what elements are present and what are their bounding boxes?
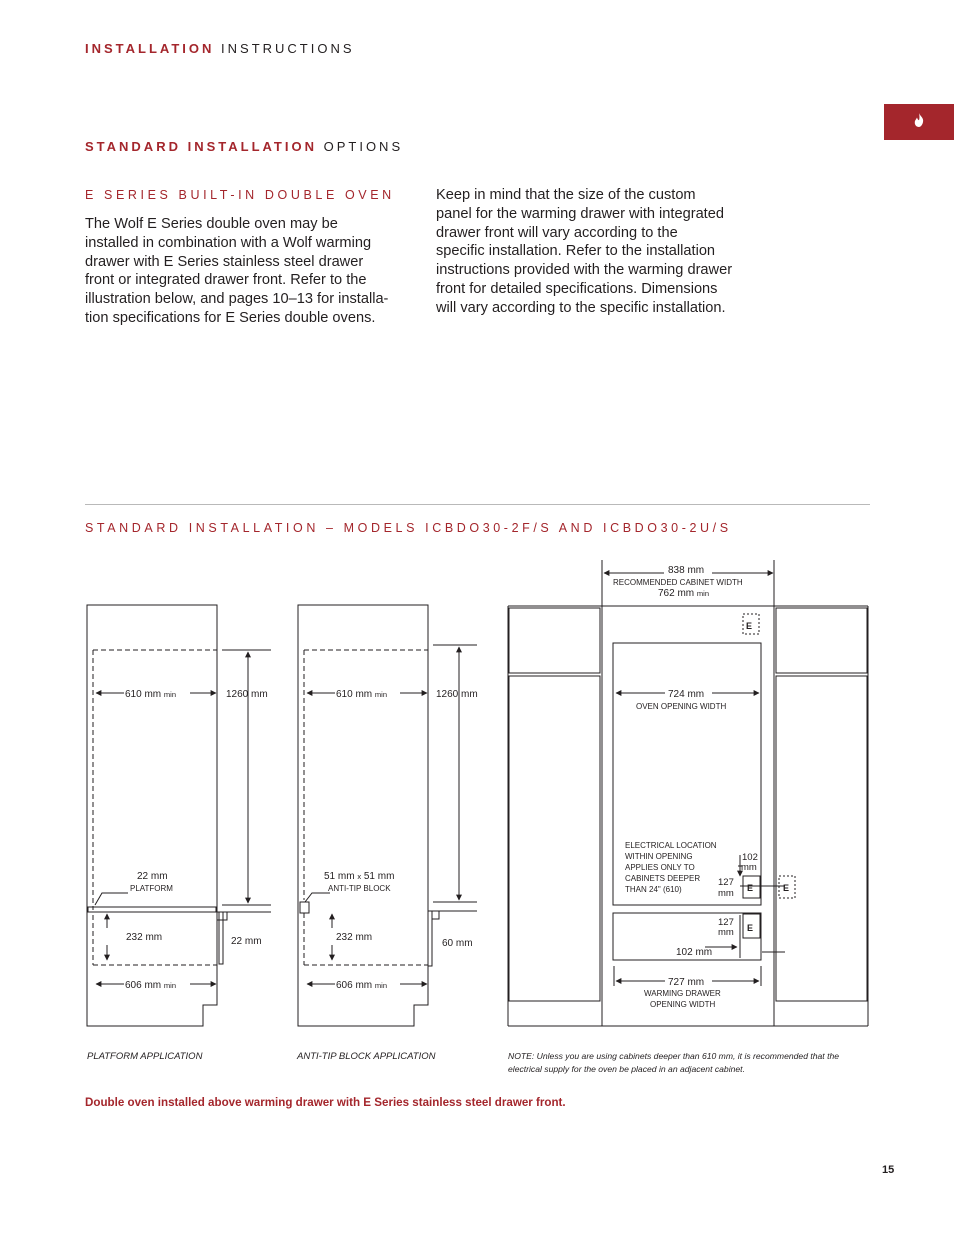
paragraph-line: instructions provided with the warming drawer bbox=[436, 262, 733, 279]
antitip-block-label: ANTI-TIP BLOCK bbox=[328, 884, 391, 893]
header-light: INSTRUCTIONS bbox=[221, 41, 355, 56]
svg-text:51 mm x 51 mm bbox=[324, 871, 394, 882]
paragraph-line: will vary according to the specific installation. bbox=[436, 299, 726, 316]
drawer-width: 727 mm bbox=[668, 977, 705, 988]
antitip-bottom-width: 606 mm bbox=[336, 980, 373, 991]
cabinet-min-width: 762 mm bbox=[658, 588, 695, 599]
paragraph-line: The Wolf E Series double oven may be bbox=[85, 216, 338, 232]
paragraph-line: drawer front will vary according to the bbox=[436, 224, 678, 241]
antitip-width-min: min bbox=[374, 690, 387, 699]
paragraph-line: illustration below, and pages 10–13 for installa- bbox=[85, 291, 389, 308]
platform-application-diagram bbox=[87, 605, 271, 1026]
antitip-side-dim: 60 mm bbox=[442, 938, 473, 949]
antitip-caption: ANTI-TIP BLOCK APPLICATION bbox=[297, 1051, 436, 1062]
paragraph-line: front for detailed specifications. Dimensions bbox=[436, 280, 718, 297]
cabinet-width: 838 mm bbox=[668, 565, 705, 576]
section-heading-bold: STANDARD INSTALLATION bbox=[85, 139, 317, 154]
anti-tip-block-application-diagram bbox=[298, 605, 477, 1026]
dim-mm-upper-2: mm bbox=[718, 888, 734, 899]
electrical-line: THAN 24" (610) bbox=[625, 885, 682, 894]
e-marker: E bbox=[783, 883, 790, 893]
platform-label: PLATFORM bbox=[130, 884, 173, 893]
paragraph-line: Keep in mind that the size of the custom bbox=[436, 187, 696, 203]
antitip-block-x: x bbox=[357, 872, 362, 881]
section-heading-light: OPTIONS bbox=[323, 139, 404, 154]
svg-text:610 mm min bbox=[336, 689, 387, 700]
e-marker: E bbox=[747, 923, 754, 933]
antitip-block-a: 51 mm bbox=[324, 871, 355, 882]
platform-bottom-min: min bbox=[163, 981, 176, 990]
cabinet-min: min bbox=[696, 589, 709, 598]
electrical-line: ELECTRICAL LOCATION bbox=[625, 841, 717, 850]
note bbox=[508, 1050, 888, 1076]
paragraph-line: panel for the warming drawer with integrated bbox=[436, 205, 724, 222]
platform-lower-height: 232 mm bbox=[126, 932, 163, 943]
antitip-width: 610 mm bbox=[336, 689, 373, 700]
paragraph-line: front or integrated drawer front. Refer to the bbox=[85, 272, 367, 289]
dim-102-upper: 102 bbox=[742, 852, 758, 863]
oven-width: 724 mm bbox=[668, 689, 705, 700]
dim-127-lower: 127 bbox=[718, 917, 734, 928]
dim-127-upper: 127 bbox=[718, 877, 734, 888]
note-line: NOTE: Unless you are using cabinets deeper than 610 mm, it is recommended that the bbox=[508, 1051, 840, 1061]
svg-text:610 mm min bbox=[125, 689, 176, 700]
note-line: electrical supply for the oven be placed in an adjacent cabinet. bbox=[508, 1064, 745, 1074]
platform-side-dim: 22 mm bbox=[231, 936, 262, 947]
dim-mm-lower: mm bbox=[718, 927, 734, 938]
dim-102-lower: 102 mm bbox=[676, 947, 713, 958]
header-bold: INSTALLATION bbox=[85, 41, 215, 56]
e-marker: E bbox=[746, 621, 753, 631]
antitip-block-b: 51 mm bbox=[363, 871, 395, 882]
figure-caption: Double oven installed above warming drawer with E Series stainless steel drawer front. bbox=[85, 1096, 566, 1109]
platform-height: 1260 mm bbox=[226, 689, 268, 700]
drawer-label-1: WARMING DRAWER bbox=[644, 989, 721, 998]
svg-text:762 mm min bbox=[658, 588, 709, 599]
antitip-height: 1260 mm bbox=[436, 689, 478, 700]
electrical-line: APPLIES ONLY TO bbox=[625, 863, 695, 872]
svg-text:606 mm min bbox=[125, 980, 176, 991]
electrical-line: CABINETS DEEPER bbox=[625, 874, 701, 883]
platform-width: 610 mm bbox=[125, 689, 162, 700]
platform-dim: 22 mm bbox=[137, 871, 168, 882]
paragraph-line: tion specifications for E Series double ovens. bbox=[85, 309, 376, 326]
diagram-labels bbox=[125, 565, 789, 1009]
svg-text:606 mm min bbox=[336, 980, 387, 991]
cabinet-label: RECOMMENDED CABINET WIDTH bbox=[613, 578, 743, 587]
paragraph-line: installed in combination with a Wolf warming bbox=[85, 234, 372, 251]
drawer-label-2: OPENING WIDTH bbox=[650, 1000, 716, 1009]
platform-bottom-width: 606 mm bbox=[125, 980, 162, 991]
page-number: 15 bbox=[882, 1164, 895, 1176]
diagram-title: STANDARD INSTALLATION – MODELS ICBDO30-2F/S AND ICBDO30-2U/S bbox=[85, 521, 732, 535]
oven-label: OVEN OPENING WIDTH bbox=[636, 702, 727, 711]
subsection-heading: E SERIES BUILT-IN DOUBLE OVEN bbox=[85, 188, 395, 202]
electrical-line: WITHIN OPENING bbox=[625, 852, 693, 861]
antitip-bottom-min: min bbox=[374, 981, 387, 990]
dim-mm-upper: mm bbox=[741, 862, 757, 873]
platform-caption: PLATFORM APPLICATION bbox=[87, 1051, 203, 1062]
paragraph-line: drawer with E Series stainless steel drawer bbox=[85, 253, 364, 270]
platform-width-min: min bbox=[163, 690, 176, 699]
e-marker: E bbox=[747, 883, 754, 893]
antitip-lower-height: 232 mm bbox=[336, 932, 373, 943]
paragraph-line: specific installation. Refer to the installation bbox=[436, 243, 716, 260]
